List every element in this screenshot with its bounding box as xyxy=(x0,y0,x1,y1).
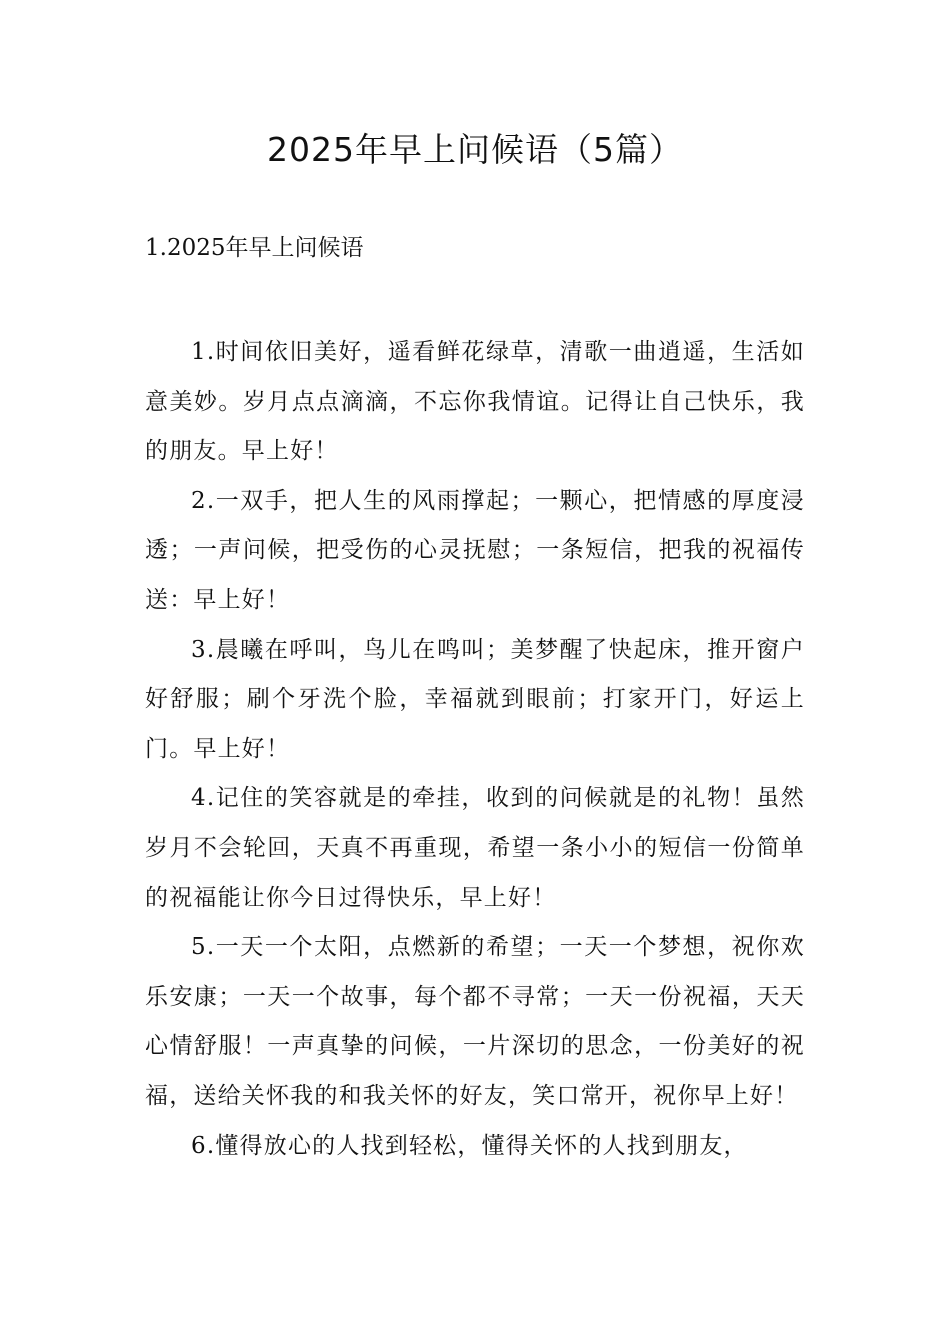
paragraph-4: 4.记住的笑容就是的牵挂，收到的问候就是的礼物！虽然岁月不会轮回，天真不再重现，希望一条小小的短信一份简单的祝福能让你今日过得快乐，早上好！ xyxy=(145,785,805,911)
paragraph-6: 6.懂得放心的人找到轻松，懂得关怀的人找到朋友， xyxy=(191,1132,748,1159)
paragraph-5: 5.一天一个太阳，点燃新的希望；一天一个梦想，祝你欢乐安康；一天一个故事，每个都不寻常；一天一份祝福，天天心情舒服！一声真挚的问候，一片深切的思念，一份美好的祝福，送给关怀我的和我关怀的好友，笑口常开，祝你早上好！ xyxy=(145,934,805,1109)
paragraph-2: 2.一双手，把人生的风雨撑起；一颗心，把情感的厚度浸透；一声问候，把受伤的心灵抚慰；一条短信，把我的祝福传送：早上好！ xyxy=(145,487,805,613)
section-heading: 1.2025年早上问候语 xyxy=(145,235,364,261)
document-body xyxy=(145,328,805,1171)
paragraph-1: 1.时间依旧美好，遥看鲜花绿草，清歌一曲逍遥，生活如意美妙。岁月点点滴滴，不忘你我情谊。记得让自己快乐，我的朋友。早上好！ xyxy=(145,339,805,465)
document-title: 2025年早上问候语（5篇） xyxy=(267,130,683,169)
paragraph-3: 3.晨曦在呼叫，鸟儿在鸣叫；美梦醒了快起床，推开窗户好舒服；刷个牙洗个脸，幸福就到眼前；打家开门，好运上门。早上好！ xyxy=(145,636,805,762)
